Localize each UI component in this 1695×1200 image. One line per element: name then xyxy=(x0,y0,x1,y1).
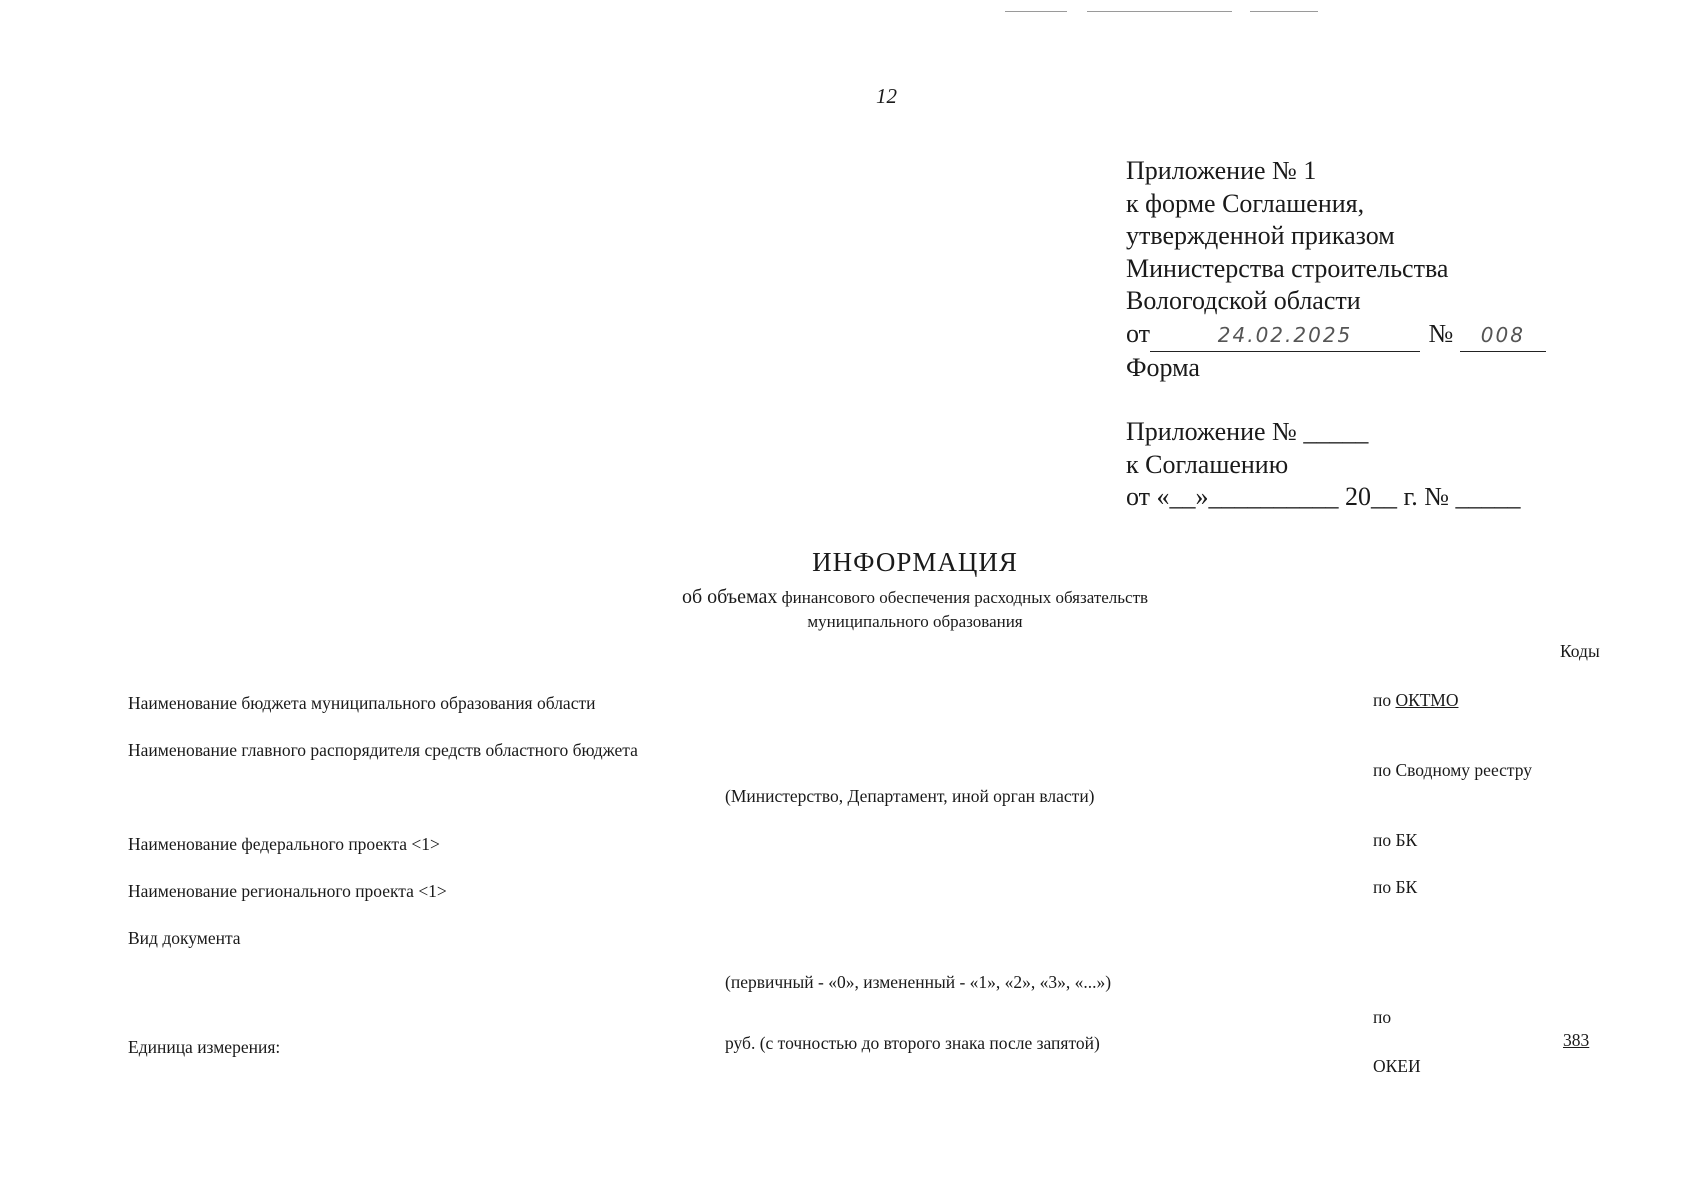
federal-project-label: Наименование федерального проекта <1> xyxy=(128,834,440,854)
appendix-line: Приложение № 1 xyxy=(1126,156,1317,185)
form-label: Форма xyxy=(1126,353,1200,382)
scan-artifact-line xyxy=(1005,11,1067,12)
okei-label: ОКЕИ xyxy=(1373,1056,1421,1076)
subtitle-lead: об объемах xyxy=(681,586,778,608)
budget-name-label: Наименование бюджета муниципального образования области xyxy=(128,693,596,713)
bk-code-label-federal: по БК xyxy=(1373,830,1418,850)
okei-prefix: по xyxy=(1373,1007,1392,1027)
document-title: ИНФОРМАЦИЯ xyxy=(812,547,1018,577)
unit-label: Единица измерения: xyxy=(128,1037,281,1057)
appendix-line: Вологодской области xyxy=(1126,286,1361,315)
bk-code-label-regional: по БК xyxy=(1373,877,1418,897)
appendix-line: к Соглашению xyxy=(1126,449,1289,479)
oktmo-label: ОКТМО xyxy=(1395,690,1459,710)
oktmo-code-label xyxy=(1373,690,1458,711)
registry-code-label: по Сводному реестру xyxy=(1373,760,1533,780)
document-subtitle-line2: муниципального образования xyxy=(807,612,1023,631)
appendix-line: утвержденной приказом xyxy=(1126,221,1395,250)
date-prefix: от xyxy=(1126,318,1151,348)
document-subtitle xyxy=(0,586,1695,609)
appendix-form-block xyxy=(1126,155,1546,385)
appendix-line: Министерства строительства xyxy=(1126,253,1449,283)
regional-project-label: Наименование регионального проекта <1> xyxy=(128,881,447,901)
chief-manager-label: Наименование главного распорядителя средств областного бюджета xyxy=(128,740,638,760)
scan-artifact-line xyxy=(1087,11,1232,12)
appendix-agreement-block xyxy=(1126,416,1521,514)
page-number: 12 xyxy=(876,84,897,108)
oktmo-prefix: по xyxy=(1373,690,1392,710)
scan-artifact-line xyxy=(1250,11,1318,12)
chief-manager-note: (Министерство, Департамент, иной орган власти) xyxy=(725,786,1095,806)
codes-header: Коды xyxy=(1560,641,1600,661)
appendix-line: от «__»__________ 20__ г. № _____ xyxy=(1126,482,1521,511)
doc-type-label: Вид документа xyxy=(128,928,241,948)
okei-code-value: 383 xyxy=(1563,1030,1590,1050)
doc-type-note: (первичный - «0», измененный - «1», «2», «3», «...») xyxy=(725,972,1112,992)
appendix-line: Приложение № _____ xyxy=(1126,417,1369,446)
appendix-line: к форме Соглашения, xyxy=(1126,188,1365,218)
subtitle-rest: финансового обеспечения расходных обязательств xyxy=(781,588,1149,607)
number-prefix: № xyxy=(1428,318,1454,348)
unit-value: руб. (с точностью до второго знака после запятой) xyxy=(725,1033,1100,1053)
order-date-value: 24.02.2025 xyxy=(1150,319,1420,353)
order-number-value: 008 xyxy=(1460,319,1546,353)
order-date-line xyxy=(1126,318,1546,353)
